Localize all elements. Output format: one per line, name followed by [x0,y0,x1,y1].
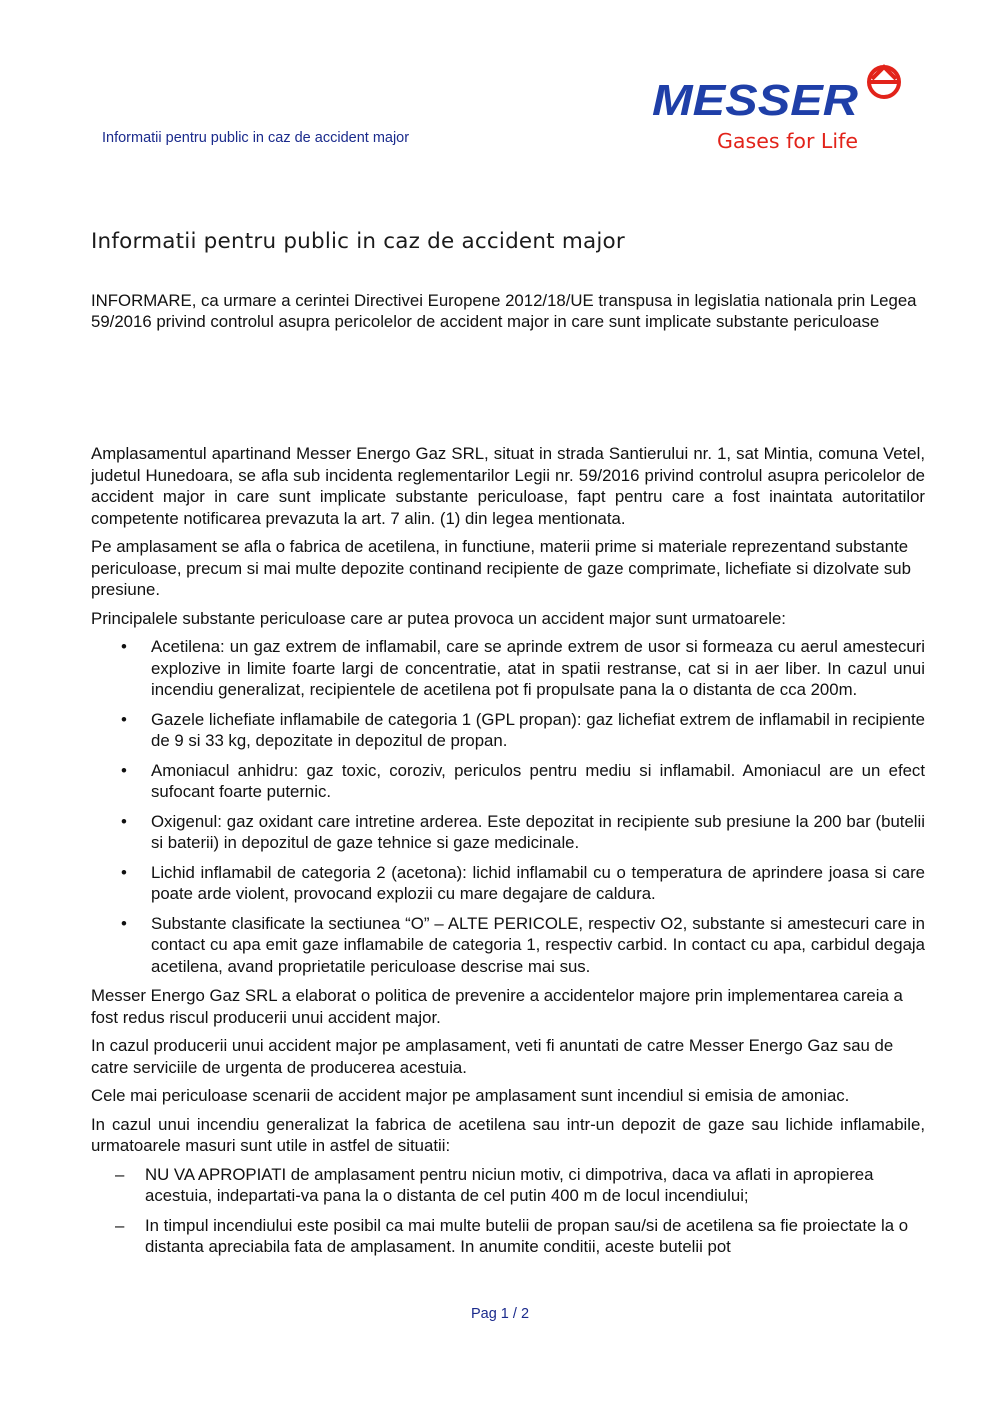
list-item-text: In timpul incendiului este posibil ca mai multe butelii de propan sau/si de acetilena sa fie proiectate la o distanta apreciabila fata de amplasament. In anumite conditii, aceste butelii pot [145,1215,909,1256]
logo-tagline: Gases for Life [717,129,858,153]
messer-logo [650,58,912,158]
header-text: Informatii pentru public in caz de accident major [102,130,410,146]
list-item-text: Amoniacul anhidru: gaz toxic, coroziv, periculos pentru mediu si inflamabil. Amoniacul are un efect sufocant foarte puternic. [151,760,925,801]
list-item-text: Lichid inflamabil de categoria 2 (acetona): lichid inflamabil cu o temperatura de aprindere joasa si care poate arde violent, provocand explozii cu mare degajare de caldura. [151,862,925,903]
bullet-icon: • [121,862,127,882]
list-item-text: Oxigenul: gaz oxidant care intretine arderea. Este depozitat in recipiente sub presiune la 200 bar (butelii si baterii) in depozitul de gaze tehnice si gaze medicinale. [151,811,925,852]
list-item [91,760,925,803]
bullet-icon: • [121,709,127,729]
list-item-text: NU VA APROPIATI de amplasament pentru niciun motiv, ci dimpotriva, daca va aflati in apropierea acestuia, indepartati-va pana la o distanta de cel putin 400 m de locul incendiului; [145,1164,874,1205]
page-title: Informatii pentru public in caz de accident major [91,229,625,254]
bullet-icon: • [121,760,127,780]
paragraph-scenarios: Cele mai periculoase scenarii de accident major pe amplasament sunt incendiul si emisia de amoniac. [91,1086,850,1105]
list-item-text: Gazele lichefiate inflamabile de categoria 1 (GPL propan): gaz lichefiat extrem de inflamabil in recipiente de 9 si 33 kg, depozitate in depozitul de propan. [151,709,925,750]
list-item-text: Acetilena: un gaz extrem de inflamabil, care se aprinde extrem de usor si formeaza cu aerul amestecuri explozive in limite foarte largi de concentratie, atat in spatii restranse, cat si in aer liber. In cazul unui incendiu generalizat, recipientele de acetilena pot fi propulsate pana la o distanta de cca 200m. [151,637,925,699]
paragraph-fire-measures: In cazul unui incendiu generalizat la fabrica de acetilena sau intr-un depozit de gaze sau lichide inflamabile, urmatoarele masuri sunt utile in astfel de situatii: [91,1114,925,1155]
dash-icon: – [115,1164,125,1184]
dash-icon: – [115,1215,125,1235]
list-item [91,811,925,854]
paragraph-substances-intro: Principalele substante periculoase care ar putea provoca un accident major sunt urmatoarele: [91,608,786,628]
list-item [91,709,925,752]
list-item [91,862,925,905]
bullet-icon: • [121,811,127,831]
logo-symbol-icon [869,67,899,97]
substances-list [91,636,925,977]
list-item [91,1215,925,1258]
page-number: Pag 1 / 2 [470,1306,530,1322]
paragraph-site: Pe amplasament se afla o fabrica de acetilena, in functiune, materii prime si materiale reprezentand substante periculoase, precum si mai multe depozite continand recipiente de gaze comprimate, lichefiate si dizolvate sub presiune. [91,537,911,599]
logo-name: MESSER [652,76,859,125]
document-body [91,443,925,1266]
list-item [91,1164,925,1207]
list-item [91,636,925,701]
list-item [91,913,925,978]
paragraph-policy: Messer Energo Gaz SRL a elaborat o politica de prevenire a accidentelor majore prin implementarea careia a fost redus riscul producerii unui accident major. [91,986,903,1027]
intro-paragraph: INFORMARE, ca urmare a cerintei Directivei Europene 2012/18/UE transpusa in legislatia nationala prin Legea 59/2016 privind controlul asupra pericolelor de accident major in care sunt implicate substante periculoase [91,291,917,331]
list-item-text: Substante clasificate la sectiunea “O” – ALTE PERICOLE, respectiv O2, substante si amestecuri care in contact cu apa emit gaze inflamabile de categoria 1, respectiv carbid. In contact cu apa, carbidul degaja acetilena, avand proprietatile periculoase descrise mai sus. [151,913,925,976]
bullet-icon: • [121,637,127,656]
bullet-icon: • [121,913,127,933]
paragraph-location: Amplasamentul apartinand Messer Energo Gaz SRL, situat in strada Santierului nr. 1, sat Mintia, comuna Vetel, judetul Hunedoara, se afla sub incidenta reglementarilor Legii nr. 59/2016 privind controlul asupra pericolelor de accident major in care sunt implicate substante periculoase, fapt pentru care a fost inaintata autoritatilor competente notificarea prevazuta la art. 7 alin. (1) din legea mentionata. [91,444,925,528]
paragraph-notification: In cazul producerii unui accident major pe amplasament, veti fi anuntati de catre Messer Energo Gaz sau de catre serviciile de urgenta de producerea acestuia. [91,1036,894,1077]
measures-list [91,1164,925,1258]
